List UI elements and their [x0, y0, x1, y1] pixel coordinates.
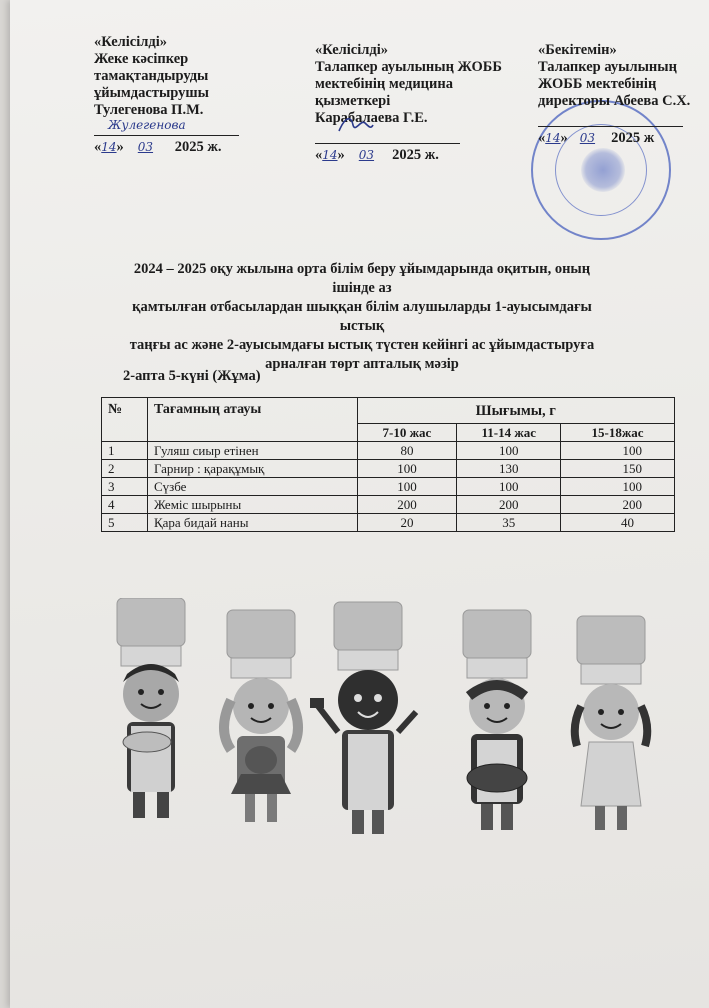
row-no: 4: [102, 496, 148, 514]
row-no: 2: [102, 460, 148, 478]
approval-right-year: 2025 ж: [611, 130, 655, 146]
table-row: [102, 460, 675, 478]
row-yield: 150: [561, 460, 675, 478]
approval-left-day: 14: [101, 140, 117, 154]
table-row: [102, 514, 675, 532]
approval-left-line-3: ұйымдастырушы: [94, 85, 209, 101]
row-yield: 130: [457, 460, 561, 478]
approval-middle-year: 2025 ж.: [392, 147, 439, 163]
document-title-line-2: қамтылған отбасылардан шыққан білім алушыларды 1-ауысымдағы ыстық: [132, 299, 592, 334]
approval-right-day: 14: [545, 131, 561, 145]
row-dish: Сүзбе: [147, 478, 357, 496]
week-day-label: 2-апта 5-күні (Жұма): [123, 368, 261, 384]
approval-right-signature-line: [538, 110, 683, 127]
table-header-row: [102, 398, 675, 424]
approval-middle-signature-line: [315, 127, 460, 144]
approval-middle-signature-icon: [335, 113, 375, 139]
approval-middle-date: «14» 03 2025 ж.: [315, 147, 439, 163]
table-row: [102, 496, 675, 514]
row-no: 1: [102, 442, 148, 460]
approval-left-line-4: Тулегенова П.М.: [94, 102, 204, 118]
row-no: 5: [102, 514, 148, 532]
approval-left-line-1: Жеке кәсіпкер: [94, 51, 189, 67]
row-yield: 100: [561, 442, 675, 460]
approval-left-date: «14» 03 2025 ж.: [94, 139, 222, 155]
row-yield: 100: [357, 460, 457, 478]
approval-right: [538, 42, 690, 147]
approval-left-heading: «Келісілді»: [94, 34, 168, 50]
table-row: [102, 442, 675, 460]
approval-right-heading: «Бекітемін»: [538, 42, 617, 58]
col-name-header: Тағамның атауы: [147, 398, 357, 442]
row-yield: 200: [561, 496, 675, 514]
approval-left-signature-line: [94, 119, 239, 136]
row-yield: 80: [357, 442, 457, 460]
approval-left-year: 2025 ж.: [174, 139, 222, 155]
approval-middle-day: 14: [322, 148, 338, 162]
row-dish: Жеміс шырыны: [147, 496, 357, 514]
approval-middle-line-2: мектебінің медицина: [315, 76, 453, 92]
row-dish: Гарнир : қарақұмық: [147, 460, 357, 478]
approval-left-signature: Жулегенова: [108, 118, 186, 132]
table-row: [102, 478, 675, 496]
approval-right-line-2: ЖОББ мектебінің: [538, 76, 657, 92]
approval-middle-heading: «Келісілді»: [315, 42, 389, 58]
age-group-header: 11-14 жас: [457, 424, 561, 442]
row-yield: 20: [357, 514, 457, 532]
row-yield: 200: [457, 496, 561, 514]
approval-middle: [315, 42, 502, 164]
row-yield: 100: [457, 442, 561, 460]
age-group-header: 7-10 жас: [357, 424, 457, 442]
row-no: 3: [102, 478, 148, 496]
approval-left-line-2: тамақтандыруды: [94, 68, 209, 84]
age-group-header: 15-18жас: [561, 424, 675, 442]
approval-middle-month: 03: [358, 148, 375, 162]
row-dish: Қара бидай наны: [147, 514, 357, 532]
col-yield-header: Шығымы, г: [357, 398, 674, 424]
approval-right-date: «14» 03 2025 ж: [538, 130, 655, 146]
kids-chefs-illustration-icon: [103, 598, 663, 848]
approval-right-month: 03: [579, 131, 596, 145]
row-yield: 100: [357, 478, 457, 496]
row-yield: 35: [457, 514, 561, 532]
approval-right-line-3: директоры Абеева С.Х.: [538, 93, 691, 109]
col-no-header: №: [102, 398, 148, 442]
document-title: [112, 260, 612, 374]
row-yield: 200: [357, 496, 457, 514]
approval-middle-line-3: қызметкері: [315, 93, 391, 109]
approval-middle-line-1: Талапкер ауылының ЖОББ: [315, 59, 502, 75]
row-yield: 40: [561, 514, 675, 532]
menu-table: [101, 397, 675, 532]
row-yield: 100: [457, 478, 561, 496]
document-title-line-4: арналған төрт апталық мәзір: [265, 356, 459, 372]
approval-middle-line-4: Карабалаева Г.Е.: [315, 110, 428, 126]
row-yield: 100: [561, 478, 675, 496]
document-title-line-3: таңғы ас және 2-ауысымдағы ыстық түстен кейінгі ас ұйымдастыруға: [129, 337, 595, 353]
document-title-line-1: 2024 – 2025 оқу жылына орта білім беру ұйымдарында оқитын, оның ішінде аз: [133, 261, 591, 296]
approval-right-line-1: Талапкер ауылының: [538, 59, 677, 75]
row-dish: Гуляш сиыр етінен: [147, 442, 357, 460]
approval-left-month: 03: [137, 140, 154, 154]
approval-left: [94, 34, 239, 156]
